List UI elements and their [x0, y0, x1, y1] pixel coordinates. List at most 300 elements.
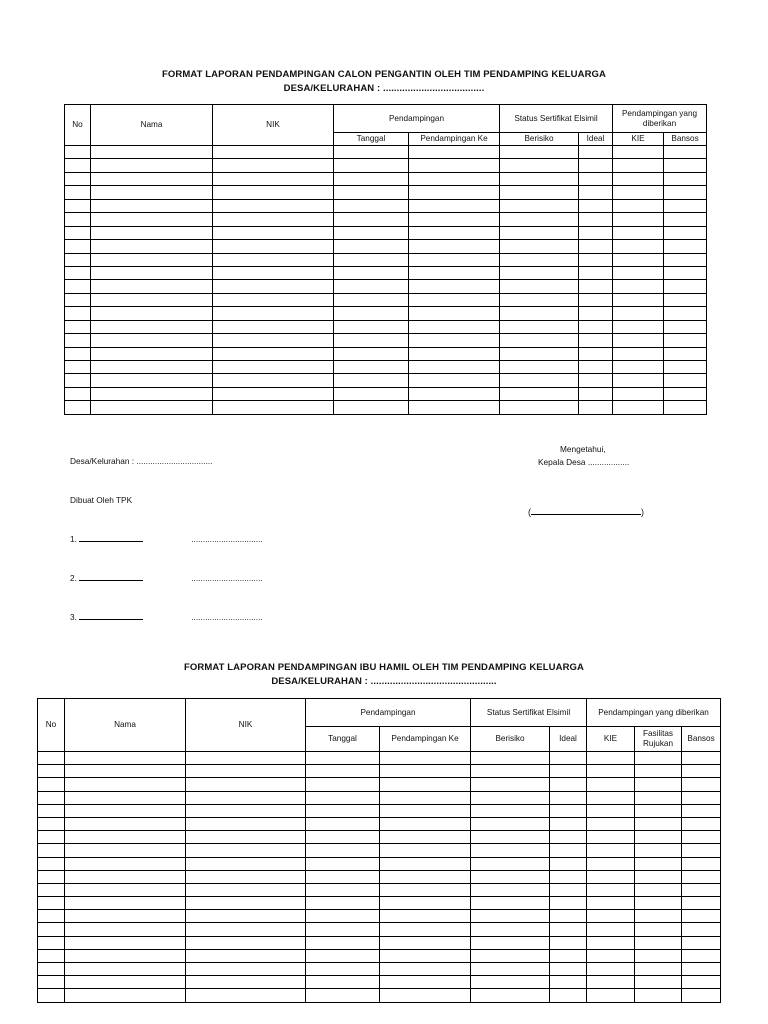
table-cell	[306, 936, 380, 949]
table-cell	[664, 253, 707, 266]
table-cell	[186, 857, 306, 870]
table-cell	[587, 778, 635, 791]
table-cell	[635, 923, 682, 936]
table-cell	[409, 146, 500, 159]
table-cell	[635, 963, 682, 976]
header-pendampingan-ke: Pendampingan Ke	[380, 727, 471, 752]
table-cell	[579, 320, 613, 333]
table-cell	[65, 347, 91, 360]
table-cell	[664, 334, 707, 347]
table-cell	[186, 870, 306, 883]
table-cell	[613, 307, 664, 320]
table-cell	[91, 146, 213, 159]
table-cell	[186, 910, 306, 923]
table-cell	[91, 387, 213, 400]
table-cell	[613, 361, 664, 374]
table-cell	[613, 280, 664, 293]
signature-left	[70, 429, 263, 637]
table-cell	[682, 791, 721, 804]
table-cell	[65, 186, 91, 199]
header-nama: Nama	[91, 105, 213, 146]
table-cell	[186, 883, 306, 896]
signature-dots: ...............................	[191, 612, 263, 622]
table-cell	[213, 387, 334, 400]
table-cell	[380, 897, 471, 910]
header-status-elsimil: Status Sertifikat Elsimil	[500, 105, 613, 133]
table-cell	[550, 976, 587, 989]
table-row	[38, 989, 721, 1002]
table-cell	[306, 976, 380, 989]
table-cell	[334, 172, 409, 185]
table-cell	[613, 186, 664, 199]
table-cell	[471, 989, 550, 1002]
table-cell	[213, 374, 334, 387]
table-cell	[682, 976, 721, 989]
report2-title-line1: FORMAT LAPORAN PENDAMPINGAN IBU HAMIL OLEH TIM PENDAMPING KELUARGA	[184, 662, 584, 673]
table-cell	[380, 844, 471, 857]
table-cell	[550, 791, 587, 804]
table-cell	[306, 989, 380, 1002]
table-cell	[682, 804, 721, 817]
table-row	[38, 936, 721, 949]
table-cell	[38, 817, 65, 830]
table-cell	[306, 910, 380, 923]
table-cell	[380, 817, 471, 830]
table-cell	[635, 752, 682, 765]
table-row	[65, 253, 707, 266]
table-cell	[587, 897, 635, 910]
table-cell	[664, 199, 707, 212]
table-cell	[65, 240, 91, 253]
header-kie: KIE	[587, 727, 635, 752]
table-cell	[613, 240, 664, 253]
table-cell	[587, 817, 635, 830]
table-row	[38, 976, 721, 989]
table-cell	[186, 897, 306, 910]
table-row	[65, 172, 707, 185]
table-cell	[380, 976, 471, 989]
table-cell	[306, 897, 380, 910]
table-cell	[635, 949, 682, 962]
table-cell	[334, 374, 409, 387]
table-cell	[306, 817, 380, 830]
table-cell	[579, 146, 613, 159]
table-cell	[65, 752, 186, 765]
table-cell	[550, 831, 587, 844]
table-cell	[334, 186, 409, 199]
table-cell	[334, 159, 409, 172]
table-cell	[682, 923, 721, 936]
table-cell	[65, 936, 186, 949]
header-nik: NIK	[186, 699, 306, 752]
table-cell	[380, 883, 471, 896]
mengetahui: Mengetahui,	[560, 444, 606, 454]
desa-kelurahan-line: Desa/Kelurahan : .................................	[70, 456, 213, 466]
table-cell	[550, 963, 587, 976]
table-cell	[65, 949, 186, 962]
table-cell	[186, 791, 306, 804]
table-cell	[471, 923, 550, 936]
table-cell	[65, 883, 186, 896]
table-cell	[550, 870, 587, 883]
table-cell	[550, 936, 587, 949]
table-cell	[550, 765, 587, 778]
table-cell	[471, 883, 550, 896]
table-cell	[306, 752, 380, 765]
table-cell	[213, 253, 334, 266]
table-cell	[471, 817, 550, 830]
table-cell	[38, 791, 65, 804]
table-cell	[65, 870, 186, 883]
table-cell	[65, 401, 91, 414]
table-row	[38, 791, 721, 804]
table-cell	[682, 963, 721, 976]
table-cell	[213, 320, 334, 333]
table-cell	[500, 401, 579, 414]
table-cell	[587, 831, 635, 844]
table-cell	[613, 401, 664, 414]
table-cell	[213, 159, 334, 172]
table-cell	[471, 752, 550, 765]
table-cell	[91, 266, 213, 279]
table-cell	[579, 361, 613, 374]
header-kie: KIE	[613, 133, 664, 146]
table-cell	[65, 989, 186, 1002]
table-cell	[579, 159, 613, 172]
table-cell	[38, 778, 65, 791]
table-cell	[409, 226, 500, 239]
table-cell	[635, 778, 682, 791]
table-row	[65, 226, 707, 239]
table-cell	[38, 963, 65, 976]
table-cell	[213, 280, 334, 293]
table-cell	[213, 334, 334, 347]
report1-table-body	[65, 146, 707, 415]
table-cell	[500, 199, 579, 212]
table-cell	[579, 334, 613, 347]
table-cell	[213, 146, 334, 159]
table-cell	[682, 765, 721, 778]
table-cell	[579, 226, 613, 239]
table-cell	[65, 293, 91, 306]
table-cell	[65, 253, 91, 266]
table-cell	[409, 266, 500, 279]
table-cell	[186, 949, 306, 962]
table-cell	[587, 976, 635, 989]
signer-row-2	[70, 572, 263, 585]
table-cell	[587, 791, 635, 804]
table-cell	[38, 844, 65, 857]
table-cell	[635, 844, 682, 857]
table-cell	[186, 936, 306, 949]
table-cell	[306, 765, 380, 778]
table-cell	[65, 976, 186, 989]
signer-number: 3.	[70, 612, 77, 622]
table-cell	[682, 870, 721, 883]
table-cell	[65, 844, 186, 857]
table-cell	[409, 186, 500, 199]
table-cell	[186, 989, 306, 1002]
table-cell	[500, 320, 579, 333]
table-row	[38, 844, 721, 857]
table-cell	[38, 923, 65, 936]
table-cell	[409, 387, 500, 400]
table-cell	[550, 883, 587, 896]
table-cell	[91, 334, 213, 347]
table-cell	[635, 989, 682, 1002]
table-cell	[65, 266, 91, 279]
table-cell	[471, 831, 550, 844]
table-cell	[613, 293, 664, 306]
table-cell	[500, 334, 579, 347]
table-cell	[682, 778, 721, 791]
header-ideal: Ideal	[550, 727, 587, 752]
table-cell	[306, 831, 380, 844]
table-row	[65, 307, 707, 320]
table-cell	[664, 266, 707, 279]
table-cell	[65, 307, 91, 320]
table-cell	[587, 989, 635, 1002]
table-cell	[500, 213, 579, 226]
table-cell	[500, 240, 579, 253]
table-cell	[380, 910, 471, 923]
table-cell	[682, 910, 721, 923]
table-row	[65, 347, 707, 360]
table-cell	[334, 226, 409, 239]
table-cell	[635, 765, 682, 778]
header-tanggal: Tanggal	[334, 133, 409, 146]
table-row	[65, 240, 707, 253]
table-cell	[471, 897, 550, 910]
table-cell	[500, 159, 579, 172]
table-cell	[579, 240, 613, 253]
table-row	[65, 293, 707, 306]
table-cell	[65, 146, 91, 159]
table-cell	[579, 253, 613, 266]
table-cell	[91, 361, 213, 374]
table-cell	[65, 817, 186, 830]
header-pendampingan-diberikan: Pendampingan yang diberikan	[613, 105, 707, 133]
report1-title-line2: DESA/KELURAHAN : .....................................	[283, 83, 485, 94]
table-cell	[409, 374, 500, 387]
table-row	[38, 910, 721, 923]
table-cell	[471, 870, 550, 883]
signature-dots: ...............................	[191, 573, 263, 583]
table-cell	[613, 199, 664, 212]
table-cell	[409, 347, 500, 360]
table-cell	[613, 320, 664, 333]
table-cell	[500, 266, 579, 279]
table-cell	[635, 804, 682, 817]
table-cell	[613, 266, 664, 279]
table-cell	[91, 374, 213, 387]
table-cell	[91, 186, 213, 199]
table-cell	[65, 923, 186, 936]
header-fasilitas-rujukan: Fasilitas Rujukan	[635, 727, 682, 752]
table-cell	[334, 199, 409, 212]
table-cell	[409, 159, 500, 172]
table-cell	[65, 374, 91, 387]
table-row	[38, 870, 721, 883]
table-cell	[471, 936, 550, 949]
table-cell	[664, 159, 707, 172]
table-cell	[409, 320, 500, 333]
table-cell	[682, 752, 721, 765]
table-cell	[664, 172, 707, 185]
table-cell	[380, 870, 471, 883]
table-cell	[65, 387, 91, 400]
dibuat-oleh-tpk: Dibuat Oleh TPK	[70, 495, 133, 505]
table-cell	[579, 387, 613, 400]
table-cell	[664, 361, 707, 374]
table-cell	[664, 240, 707, 253]
table-cell	[682, 817, 721, 830]
table-cell	[334, 146, 409, 159]
table-cell	[587, 804, 635, 817]
table-cell	[500, 146, 579, 159]
table-cell	[664, 320, 707, 333]
header-ideal: Ideal	[579, 133, 613, 146]
header-no: No	[38, 699, 65, 752]
table-cell	[334, 213, 409, 226]
table-cell	[409, 307, 500, 320]
table-cell	[186, 963, 306, 976]
table-cell	[91, 280, 213, 293]
table-cell	[65, 334, 91, 347]
table-cell	[334, 334, 409, 347]
table-cell	[587, 963, 635, 976]
table-cell	[471, 765, 550, 778]
table-cell	[213, 307, 334, 320]
table-cell	[306, 923, 380, 936]
report2-table	[37, 698, 721, 1003]
table-cell	[550, 910, 587, 923]
table-cell	[91, 172, 213, 185]
header-pendampingan-ke: Pendampingan Ke	[409, 133, 500, 146]
table-cell	[380, 804, 471, 817]
table-cell	[334, 320, 409, 333]
open-paren: (	[528, 507, 531, 517]
table-cell	[38, 910, 65, 923]
table-cell	[500, 172, 579, 185]
table-cell	[186, 831, 306, 844]
table-cell	[380, 989, 471, 1002]
table-cell	[579, 307, 613, 320]
table-cell	[635, 936, 682, 949]
table-cell	[613, 226, 664, 239]
table-row	[38, 923, 721, 936]
name-line	[79, 572, 143, 581]
table-cell	[682, 844, 721, 857]
table-cell	[471, 857, 550, 870]
table-cell	[65, 910, 186, 923]
table-cell	[409, 401, 500, 414]
signature-dots: ...............................	[191, 534, 263, 544]
table-cell	[306, 963, 380, 976]
table-cell	[186, 778, 306, 791]
table-cell	[579, 172, 613, 185]
table-cell	[38, 989, 65, 1002]
name-line	[79, 533, 143, 542]
table-cell	[587, 883, 635, 896]
table-cell	[38, 870, 65, 883]
table-cell	[664, 293, 707, 306]
header-bansos: Bansos	[664, 133, 707, 146]
table-cell	[635, 857, 682, 870]
table-row	[38, 857, 721, 870]
table-cell	[664, 387, 707, 400]
table-cell	[91, 213, 213, 226]
table-cell	[664, 186, 707, 199]
table-cell	[186, 752, 306, 765]
table-row	[65, 401, 707, 414]
report2-title-line2: DESA/KELURAHAN : ..............................................	[271, 676, 497, 687]
table-cell	[500, 293, 579, 306]
table-cell	[306, 791, 380, 804]
table-cell	[213, 347, 334, 360]
table-cell	[91, 347, 213, 360]
table-cell	[65, 897, 186, 910]
table-cell	[213, 226, 334, 239]
kepala-desa: Kepala Desa ..................	[538, 457, 630, 467]
table-cell	[664, 213, 707, 226]
header-status-elsimil: Status Sertifikat Elsimil	[471, 699, 587, 727]
table-cell	[664, 146, 707, 159]
table-cell	[550, 778, 587, 791]
table-cell	[186, 923, 306, 936]
table-cell	[664, 226, 707, 239]
signer-row-3	[70, 611, 263, 624]
table-cell	[409, 280, 500, 293]
table-cell	[65, 172, 91, 185]
table-row	[65, 159, 707, 172]
table-cell	[334, 266, 409, 279]
table-cell	[213, 293, 334, 306]
table-cell	[186, 844, 306, 857]
table-cell	[635, 791, 682, 804]
table-cell	[334, 240, 409, 253]
table-cell	[334, 361, 409, 374]
name-line	[79, 611, 143, 620]
header-pendampingan-diberikan: Pendampingan yang diberikan	[587, 699, 721, 727]
report2-title	[0, 661, 768, 689]
table-cell	[664, 401, 707, 414]
signature-underline	[531, 506, 641, 515]
table-row	[38, 778, 721, 791]
table-cell	[682, 936, 721, 949]
kepala-desa-signature-line	[528, 506, 644, 517]
header-bansos: Bansos	[682, 727, 721, 752]
table-row	[38, 804, 721, 817]
close-paren: )	[641, 507, 644, 517]
table-cell	[579, 266, 613, 279]
table-cell	[613, 172, 664, 185]
table-cell	[306, 870, 380, 883]
table-cell	[334, 401, 409, 414]
table-cell	[334, 253, 409, 266]
table-cell	[306, 804, 380, 817]
header-berisiko: Berisiko	[471, 727, 550, 752]
table-cell	[500, 253, 579, 266]
table-row	[65, 387, 707, 400]
table-cell	[587, 752, 635, 765]
table-cell	[380, 923, 471, 936]
table-cell	[613, 334, 664, 347]
table-cell	[471, 910, 550, 923]
header-nik: NIK	[213, 105, 334, 146]
table-cell	[380, 765, 471, 778]
table-cell	[213, 361, 334, 374]
